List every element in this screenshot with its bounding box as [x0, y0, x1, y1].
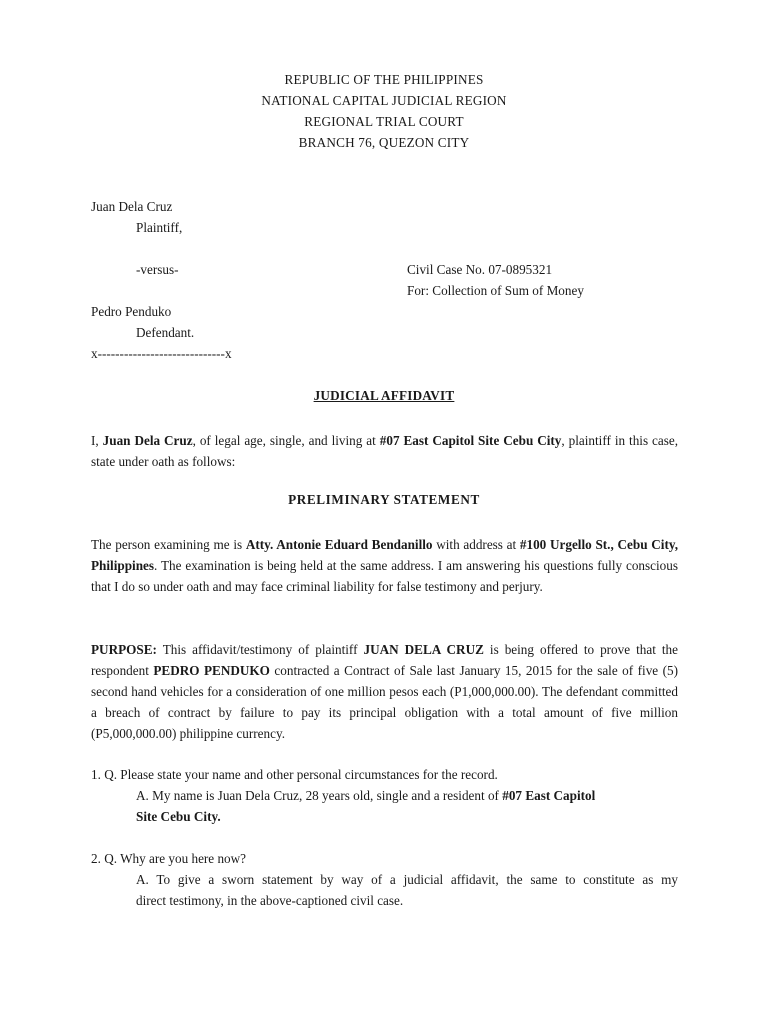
- defendant-role: Defendant.: [136, 325, 195, 340]
- preliminary-text-2: with address at: [432, 537, 520, 552]
- question-2: 2. Q. Why are you here now?: [91, 851, 247, 866]
- answer-2-line-2: direct testimony, in the above-captioned civil case.: [136, 893, 404, 908]
- case-nature: For: Collection of Sum of Money: [407, 283, 584, 298]
- plaintiff-role: Plaintiff,: [136, 220, 183, 235]
- intro-paragraph: [91, 430, 678, 472]
- preliminary-heading: PRELIMINARY STATEMENT: [288, 492, 480, 507]
- plaintiff-name: Juan Dela Cruz: [91, 199, 173, 214]
- intro-affiant-name: Juan Dela Cruz: [102, 433, 193, 448]
- examiner-address: #100 Urgello St., Cebu City, Philippines: [91, 537, 678, 573]
- preliminary-text-1: The person examining me is: [91, 537, 246, 552]
- intro-text-2: , of legal age, single, and living at: [192, 433, 380, 448]
- purpose-text-2: is being offered to prove that the respondent: [91, 642, 678, 678]
- purpose-text-1: This affidavit/testimony of plaintiff: [156, 642, 364, 657]
- header-republic: REPUBLIC OF THE PHILIPPINES: [284, 72, 484, 87]
- document-title: JUDICIAL AFFIDAVIT: [313, 388, 455, 403]
- answer-2-line-1: A. To give a sworn statement by way of a judicial affidavit, the same to constitute as my: [136, 872, 678, 887]
- preliminary-text-3: . The examination is being held at the same address. I am answering his questions fully conscious that I do so under oath and may face criminal liability for false testimony and perjury.: [91, 558, 678, 594]
- answer-1-text: A. My name is Juan Dela Cruz, 28 years old, single and a resident of: [136, 788, 503, 803]
- intro-text-3: , plaintiff in this case, state under oath as follows:: [91, 433, 679, 469]
- case-number: Civil Case No. 07-0895321: [407, 262, 553, 277]
- purpose-label: PURPOSE:: [91, 642, 157, 657]
- purpose-defendant: PEDRO PENDUKO: [153, 663, 270, 678]
- purpose-paragraph: [91, 639, 678, 744]
- header-judicial-region: NATIONAL CAPITAL JUDICIAL REGION: [261, 93, 507, 108]
- answer-1-address-part-1: #07 East Capitol: [502, 788, 596, 803]
- answer-1-address-part-2: Site Cebu City.: [136, 809, 221, 824]
- purpose-text-3: contracted a Contract of Sale last January 15, 2015 for the sale of five (5) second hand vehicles for a consideration of one million pesos each (P1,000,000.00). The defendant committed a breach of contract by failure to pay its principal obligation with a total amount of five million (P5,000,000.00) philippine currency.: [91, 663, 678, 741]
- caption-separator: x-----------------------------x: [91, 346, 232, 361]
- intro-text-1: I,: [91, 433, 103, 448]
- header-court: REGIONAL TRIAL COURT: [304, 114, 464, 129]
- preliminary-paragraph: [91, 534, 678, 597]
- header-branch: BRANCH 76, QUEZON CITY: [298, 135, 470, 150]
- intro-address: #07 East Capitol Site Cebu City: [379, 433, 562, 448]
- answer-1-line-1: [136, 788, 595, 804]
- defendant-name: Pedro Penduko: [91, 304, 172, 319]
- examiner-name: Atty. Antonie Eduard Bendanillo: [245, 537, 433, 552]
- versus-label: -versus-: [136, 262, 179, 277]
- purpose-plaintiff: JUAN DELA CRUZ: [363, 642, 484, 657]
- question-1: 1. Q. Please state your name and other personal circumstances for the record.: [91, 767, 498, 782]
